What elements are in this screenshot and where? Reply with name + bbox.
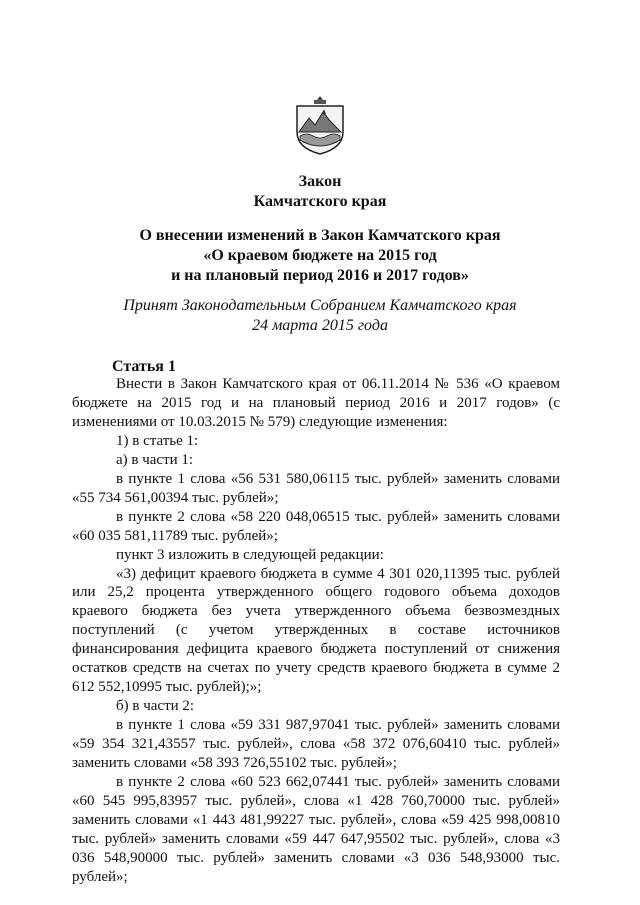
article-paragraph: 1) в статье 1: (116, 432, 199, 449)
article-heading: Статья 1 (112, 358, 176, 375)
coat-of-arms-icon (293, 92, 347, 156)
article-paragraph: в пункте 2 слова «60 523 662,07441 тыс. рублей» заменить словами «60 545 995,83957 тыс. рублей», слова «1 428 760,70000 тыс. рублей» заменить словами «1 443 481,99227 тыс. рублей», слова «59 425 998,00810 тыс. рублей» заменить словами «59 447 647,95502 тыс. рублей», слова «3 036 548,90000 тыс. рублей» заменить словами «3 036 548,93000 тыс. рублей»; (72, 774, 560, 885)
article-body (72, 375, 560, 887)
article-paragraph: в пункте 1 слова «59 331 987,97041 тыс. рублей» заменить словами «59 354 321,43557 тыс. рублей», слова «58 372 076,60410 тыс. рублей» заменить словами «58 393 726,55102 тыс. рублей»; (72, 717, 560, 772)
adopted-line-1: Принят Законодательным Собранием Камчатского края (123, 297, 517, 314)
article-paragraph: в пункте 2 слова «58 220 048,06515 тыс. рублей» заменить словами «60 035 581,11789 тыс. рублей»; (72, 508, 560, 544)
article-paragraph: «3) дефицит краевого бюджета в сумме 4 301 020,11395 тыс. рублей или 25,2 процента утвержденного общего годового объема доходов краевого бюджета без учета утвержденного объема безвозмездных поступлений (с учетом утвержденных в составе источников финансирования дефицита краевого бюджета поступлений от снижения остатков средств на счетах по учету средств краевого бюджета в сумме 2 612 552,10995 тыс. рублей);»; (72, 565, 560, 696)
subject-line-1: О внесении изменений в Закон Камчатского края (139, 227, 501, 244)
article-paragraph: в пункте 1 слова «56 531 580,06115 тыс. рублей» заменить словами «55 734 561,00394 тыс. рублей»; (72, 470, 560, 506)
subject-line-3: и на плановый период 2016 и 2017 годов» (171, 267, 469, 284)
article-paragraph: а) в части 1: (116, 451, 194, 468)
document-title: Закон (298, 173, 342, 190)
document-title-region: Камчатского края (253, 193, 387, 210)
article-paragraph: Внести в Закон Камчатского края от 06.11.2014 № 536 «О краевом бюджете на 2015 год и на плановый период 2016 и 2017 годов» (с изменениями от 10.03.2015 № 579) следующие изменения: (72, 376, 560, 430)
subject-line-2: «О краевом бюджете на 2015 год (203, 247, 437, 264)
article-paragraph: б) в части 2: (116, 698, 195, 715)
adopted-date: 24 марта 2015 года (252, 317, 388, 334)
article-paragraph: пункт 3 изложить в следующей редакции: (116, 546, 384, 563)
